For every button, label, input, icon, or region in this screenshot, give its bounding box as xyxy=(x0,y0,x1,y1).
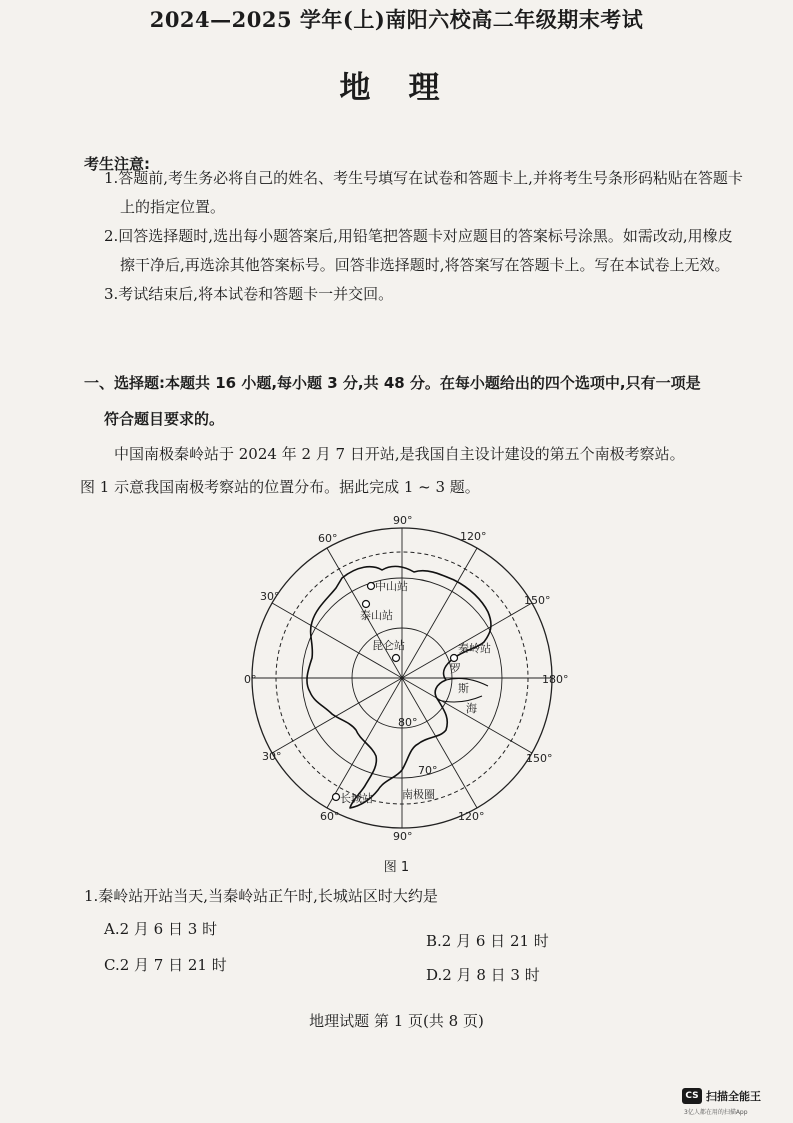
figure-caption: 图 1 xyxy=(383,860,410,875)
scanner-watermark xyxy=(682,1088,792,1118)
lon-label-150-lower: 150° xyxy=(526,752,553,765)
taishan-station-label: 泰山站 xyxy=(360,609,393,622)
meridian-lines xyxy=(252,528,552,828)
question-1-option-b: B.2 月 6 日 21 时 xyxy=(426,932,549,950)
subject-title: 地理 xyxy=(339,70,478,106)
lon-label-90-bottom: 90° xyxy=(393,830,413,843)
changcheng-station-marker xyxy=(333,794,340,801)
ross-sea-label-1: 罗 xyxy=(450,662,461,675)
lat-label-80: 80° xyxy=(398,716,418,729)
lon-label-120-top: 120° xyxy=(460,530,487,543)
lon-label-30-lower: 30° xyxy=(262,750,282,763)
notice-heading: 考生注意: xyxy=(84,155,150,173)
question-1-option-d: D.2 月 8 日 3 时 xyxy=(426,966,540,984)
lon-label-60-bottom: 60° xyxy=(320,810,340,823)
antarctic-circle-label: 南极圈 xyxy=(402,788,435,801)
scanner-app-name: 扫描全能王 xyxy=(706,1090,761,1103)
question-intro xyxy=(80,438,750,504)
lon-label-150-upper: 150° xyxy=(524,594,551,607)
antarctic-station-map xyxy=(232,508,572,848)
lon-label-180: 180° xyxy=(542,673,569,686)
intro-paragraph-1: 中国南极秦岭站于 2024 年 2 月 7 日开站,是我国自主设计建设的第五个南极考察站。 xyxy=(114,445,685,463)
notice-item: 2.回答选择题时,选出每小题答案后,用铅笔把答题卡对应题目的答案标号涂黑。如需改动,用橡皮擦干净后,再选涂其他答案标号。回答非选择题时,将答案写在答题卡上。写在本试卷上无效。 xyxy=(104,227,733,274)
kunlun-station-label: 昆仑站 xyxy=(372,639,405,652)
question-1-stem: 1.秦岭站开站当天,当秦岭站正午时,长城站区时大约是 xyxy=(84,887,438,905)
lon-label-120-bottom: 120° xyxy=(458,810,485,823)
polar-map-svg xyxy=(232,508,572,848)
lon-label-90-top: 90° xyxy=(393,514,413,527)
notice-item: 3.考试结束后,将本试卷和答题卡一并交回。 xyxy=(104,285,394,303)
exam-title: 2024—2025 学年(上)南阳六校高二年级期末考试 xyxy=(149,7,644,32)
page-footer: 地理试题 第 1 页(共 8 页) xyxy=(309,1012,484,1030)
ross-sea-label-3: 海 xyxy=(466,702,477,715)
intro-paragraph-2: 图 1 示意我国南极考察站的位置分布。据此完成 1 ~ 3 题。 xyxy=(80,478,480,496)
section-heading xyxy=(84,365,744,437)
question-1-option-a: A.2 月 6 日 3 时 xyxy=(104,920,218,938)
section-heading-line2: 符合题目要求的。 xyxy=(104,410,225,428)
lon-label-0: 0° xyxy=(244,673,257,686)
lon-label-60-top: 60° xyxy=(318,532,338,545)
notice-item: 1.答题前,考生务必将自己的姓名、考生号填写在试卷和答题卡上,并将考生号条形码粘贴在答题卡上的指定位置。 xyxy=(104,169,743,216)
lon-label-30-upper: 30° xyxy=(260,590,280,603)
notice-list xyxy=(104,164,744,309)
ross-sea-label-2: 斯 xyxy=(458,682,469,695)
qinling-station-label: 秦岭站 xyxy=(458,642,491,655)
taishan-station-marker xyxy=(363,601,370,608)
lat-label-70: 70° xyxy=(418,764,438,777)
zhongshan-station-label: 中山站 xyxy=(375,580,408,593)
scanner-logo-icon: CS xyxy=(682,1088,702,1104)
section-heading-line1: 一、选择题:本题共 16 小题,每小题 3 分,共 48 分。在每小题给出的四个选项中,只有一项是 xyxy=(84,374,701,392)
zhongshan-station-marker xyxy=(368,583,375,590)
question-1-option-c: C.2 月 7 日 21 时 xyxy=(104,956,227,974)
changcheng-station-label: 长城站 xyxy=(340,792,373,805)
kunlun-station-marker xyxy=(393,655,400,662)
scanner-tagline: 3亿人都在用的扫描App xyxy=(684,1109,748,1116)
qinling-station-marker xyxy=(451,655,458,662)
